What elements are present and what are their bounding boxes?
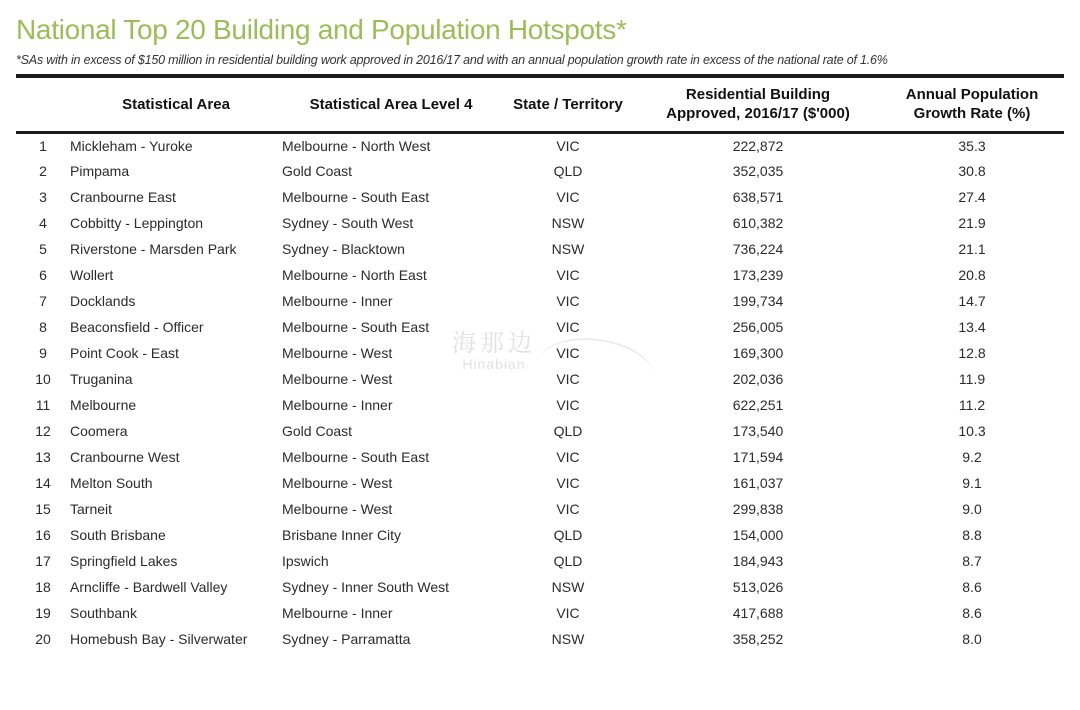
table-row	[16, 366, 1064, 392]
cell-sa-level4: Melbourne - West	[282, 501, 393, 517]
cell-growth-rate: 35.3	[958, 137, 986, 154]
cell-sa-level4: Brisbane Inner City	[282, 527, 402, 543]
cell-growth-rate: 11.2	[958, 397, 986, 413]
header-statistical-area: Statistical Area	[70, 76, 282, 132]
table-row	[16, 132, 1064, 158]
table-row	[16, 548, 1064, 574]
table-row	[16, 600, 1064, 626]
cell-state-territory: VIC	[556, 319, 580, 335]
cell-rank: 6	[39, 267, 47, 283]
cell-rank: 15	[35, 501, 51, 517]
cell-statistical-area: Homebush Bay - Silverwater	[70, 631, 248, 647]
cell-sa-level4: Melbourne - West	[282, 345, 393, 361]
cell-growth-rate: 8.6	[962, 579, 982, 595]
table-row	[16, 210, 1064, 236]
cell-rank: 16	[35, 527, 51, 543]
cell-sa-level4: Sydney - Blacktown	[282, 241, 405, 257]
header-population-growth-line2: Growth Rate (%)	[913, 105, 1031, 123]
cell-rank: 9	[39, 345, 47, 361]
cell-rank: 2	[39, 163, 47, 179]
table-row	[16, 288, 1064, 314]
table-row	[16, 626, 1064, 652]
page-title: National Top 20 Building and Population Hotspots*	[16, 14, 627, 45]
table-row	[16, 340, 1064, 366]
cell-building-approved: 173,540	[732, 423, 784, 439]
cell-rank: 3	[39, 189, 47, 205]
cell-state-territory: VIC	[556, 501, 580, 517]
cell-building-approved: 417,688	[732, 605, 784, 621]
header-residential-building-line2: Approved, 2016/17 ($'000)	[666, 105, 850, 123]
cell-state-territory: QLD	[553, 553, 583, 569]
hotspots-table	[16, 74, 1064, 652]
cell-rank: 1	[39, 137, 47, 154]
cell-rank: 8	[39, 319, 47, 335]
cell-statistical-area: Riverstone - Marsden Park	[70, 241, 237, 257]
cell-building-approved: 199,734	[732, 293, 784, 309]
cell-growth-rate: 9.0	[962, 501, 982, 517]
cell-sa-level4: Melbourne - South East	[282, 319, 430, 335]
cell-state-territory: VIC	[556, 605, 580, 621]
cell-rank: 5	[39, 241, 47, 257]
cell-rank: 17	[35, 553, 51, 569]
cell-sa-level4: Melbourne - North East	[282, 267, 427, 283]
cell-statistical-area: Point Cook - East	[70, 345, 179, 361]
header-row	[16, 76, 1064, 132]
cell-growth-rate: 20.8	[958, 267, 986, 283]
cell-sa-level4: Melbourne - West	[282, 371, 393, 387]
cell-statistical-area: Arncliffe - Bardwell Valley	[70, 579, 228, 595]
cell-growth-rate: 9.2	[962, 449, 982, 465]
cell-rank: 12	[35, 423, 51, 439]
cell-building-approved: 173,239	[732, 267, 784, 283]
cell-rank: 11	[35, 397, 51, 413]
cell-building-approved: 610,382	[732, 215, 784, 231]
cell-statistical-area: Wollert	[70, 267, 114, 283]
header-population-growth	[880, 76, 1064, 132]
cell-growth-rate: 8.7	[962, 553, 982, 569]
cell-building-approved: 169,300	[732, 345, 784, 361]
cell-state-territory: VIC	[556, 137, 580, 154]
cell-state-territory: NSW	[551, 631, 585, 647]
cell-state-territory: NSW	[551, 579, 585, 595]
cell-state-territory: QLD	[553, 163, 583, 179]
cell-statistical-area: South Brisbane	[70, 527, 166, 543]
footnote: *SAs with in excess of $150 million in residential building work approved in 2016/17 and with an annual population growth rate in excess of the national rate of 1.6%	[16, 53, 888, 67]
cell-statistical-area: Beaconsfield - Officer	[70, 319, 204, 335]
cell-statistical-area: Pimpama	[70, 163, 130, 179]
cell-sa-level4: Melbourne - West	[282, 475, 393, 491]
table-row	[16, 184, 1064, 210]
cell-state-territory: VIC	[556, 397, 580, 413]
cell-growth-rate: 8.6	[962, 605, 982, 621]
cell-growth-rate: 21.9	[958, 215, 986, 231]
cell-state-territory: VIC	[556, 267, 580, 283]
table-row	[16, 496, 1064, 522]
cell-building-approved: 161,037	[732, 475, 784, 491]
cell-state-territory: VIC	[556, 189, 580, 205]
cell-statistical-area: Mickleham - Yuroke	[70, 137, 193, 154]
cell-sa-level4: Gold Coast	[282, 163, 353, 179]
cell-sa-level4: Ipswich	[282, 553, 329, 569]
cell-statistical-area: Cranbourne East	[70, 189, 176, 205]
cell-building-approved: 736,224	[732, 241, 784, 257]
table-row	[16, 444, 1064, 470]
cell-statistical-area: Cranbourne West	[70, 449, 180, 465]
cell-growth-rate: 14.7	[958, 293, 986, 309]
table-row	[16, 574, 1064, 600]
cell-building-approved: 622,251	[732, 397, 784, 413]
cell-statistical-area: Coomera	[70, 423, 128, 439]
cell-building-approved: 352,035	[732, 163, 784, 179]
cell-growth-rate: 27.4	[958, 189, 986, 205]
header-rank	[16, 76, 70, 132]
cell-sa-level4: Melbourne - South East	[282, 449, 430, 465]
cell-growth-rate: 12.8	[958, 345, 986, 361]
cell-growth-rate: 30.8	[958, 163, 986, 179]
cell-sa-level4: Melbourne - Inner	[282, 397, 393, 413]
cell-statistical-area: Docklands	[70, 293, 136, 309]
cell-sa-level4: Melbourne - Inner	[282, 605, 393, 621]
cell-sa-level4: Melbourne - South East	[282, 189, 430, 205]
cell-building-approved: 222,872	[732, 137, 784, 154]
cell-state-territory: VIC	[556, 345, 580, 361]
cell-statistical-area: Melton South	[70, 475, 153, 491]
cell-rank: 20	[35, 631, 51, 647]
cell-building-approved: 358,252	[732, 631, 784, 647]
table-body	[16, 132, 1064, 652]
cell-rank: 13	[35, 449, 51, 465]
cell-statistical-area: Melbourne	[70, 397, 137, 413]
cell-sa-level4: Melbourne - Inner	[282, 293, 393, 309]
cell-state-territory: VIC	[556, 449, 580, 465]
cell-building-approved: 638,571	[732, 189, 784, 205]
cell-growth-rate: 11.9	[958, 371, 986, 387]
cell-building-approved: 184,943	[732, 553, 784, 569]
cell-state-territory: VIC	[556, 293, 580, 309]
table-row	[16, 522, 1064, 548]
table-row	[16, 470, 1064, 496]
cell-sa-level4: Sydney - Inner South West	[282, 579, 450, 595]
cell-sa-level4: Gold Coast	[282, 423, 353, 439]
table-header	[16, 76, 1064, 132]
cell-rank: 19	[35, 605, 51, 621]
cell-statistical-area: Springfield Lakes	[70, 553, 178, 569]
table-row	[16, 314, 1064, 340]
cell-state-territory: QLD	[553, 527, 583, 543]
cell-growth-rate: 21.1	[958, 241, 986, 257]
cell-rank: 4	[39, 215, 47, 231]
header-statistical-area-level4: Statistical Area Level 4	[282, 76, 500, 132]
cell-building-approved: 202,036	[732, 371, 784, 387]
cell-state-territory: NSW	[551, 241, 585, 257]
cell-state-territory: NSW	[551, 215, 585, 231]
cell-sa-level4: Sydney - Parramatta	[282, 631, 411, 647]
cell-statistical-area: Tarneit	[70, 501, 113, 517]
table-row	[16, 392, 1064, 418]
header-residential-building	[636, 76, 880, 132]
header-residential-building-line1: Residential Building	[685, 86, 831, 104]
cell-statistical-area: Truganina	[70, 371, 133, 387]
cell-growth-rate: 13.4	[958, 319, 986, 335]
cell-state-territory: QLD	[553, 423, 583, 439]
cell-rank: 7	[39, 293, 47, 309]
cell-growth-rate: 9.1	[962, 475, 982, 491]
cell-building-approved: 171,594	[732, 449, 784, 465]
table-row	[16, 158, 1064, 184]
watermark-latin-text: Hinabian	[462, 356, 526, 373]
cell-rank: 14	[35, 475, 51, 491]
table-row	[16, 418, 1064, 444]
cell-state-territory: VIC	[556, 371, 580, 387]
cell-growth-rate: 8.8	[962, 527, 982, 543]
cell-rank: 10	[35, 371, 51, 387]
table-row	[16, 236, 1064, 262]
cell-building-approved: 154,000	[732, 527, 784, 543]
cell-state-territory: VIC	[556, 475, 580, 491]
cell-rank: 18	[35, 579, 51, 595]
cell-sa-level4: Sydney - South West	[282, 215, 414, 231]
cell-sa-level4: Melbourne - North West	[282, 137, 431, 154]
table-row	[16, 262, 1064, 288]
cell-statistical-area: Southbank	[70, 605, 137, 621]
cell-building-approved: 513,026	[732, 579, 784, 595]
header-state-territory: State / Territory	[500, 76, 636, 132]
cell-building-approved: 299,838	[732, 501, 784, 517]
watermark-chinese-text: 海那边	[452, 330, 536, 357]
cell-statistical-area: Cobbitty - Leppington	[70, 215, 204, 231]
cell-growth-rate: 8.0	[962, 631, 982, 647]
header-population-growth-line1: Annual Population	[905, 86, 1039, 104]
cell-building-approved: 256,005	[732, 319, 784, 335]
cell-growth-rate: 10.3	[958, 423, 986, 439]
